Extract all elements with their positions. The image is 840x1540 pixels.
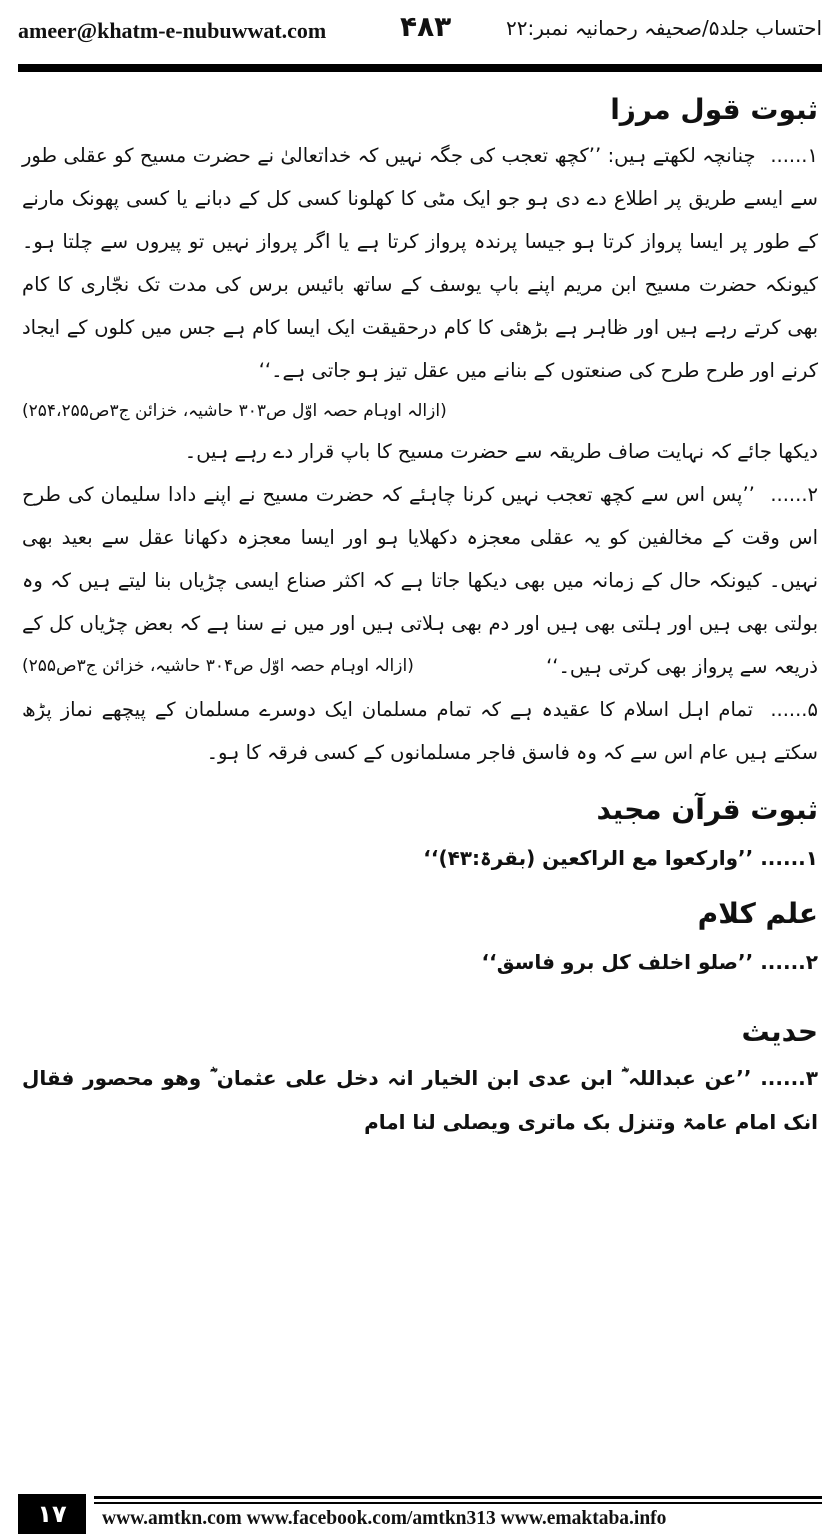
header-rule [18, 64, 822, 72]
heading-hadith: حدیث [741, 1015, 818, 1048]
header-page-number: ۴۸۳ [400, 10, 452, 43]
item-number: ۱...... [760, 846, 818, 870]
spacer [22, 774, 818, 778]
item-number: ۵...... [770, 698, 818, 721]
item-text: چنانچہ لکھتے ہیں: ’’کچھ تعجب کی جگہ نہیں کہ خداتعالیٰ نے حضرت مسیح کو عقلی طور سے ایسے طریق پر اطلاع دے دی ہو جو ایک مٹی کا کھلونا کسی کل کے دبانے یا کسی پھونک مارنے کے طور پر ایسا پرواز کرتا ہو جیسا پرندہ پرواز کرتا ہے یا اگر پرواز نہیں تو پیروں سے چلتا ہو۔ کیونکہ حضرت مسیح ابن مریم اپنے باپ یوسف کے ساتھ بائیس برس کی مدت تک نجّاری کا کام بھی کرتے رہے ہیں اور ظاہر ہے بڑھئی کا کام درحقیقت ایک ایسا کام ہے جس میں کلوں کے ایجاد کرنے اور طرح طرح کی صنعتوں کے بنانے میں عقل تیز ہو جاتی ہے۔‘‘ [22, 144, 818, 382]
reference-item-1: (ازالہ اوہام حصہ اوّل ص۳۰۳ حاشیہ، خزائن ج۳ص۲۵۴،۲۵۵) [22, 401, 447, 421]
quote-quran-1 [22, 834, 818, 882]
reference-item-2: (ازالہ اوہام حصہ اوّل ص۳۰۴ حاشیہ، خزائن ج۳ص۲۵۵) [22, 656, 414, 676]
paragraph-item-1 [22, 134, 818, 392]
page-footer [18, 1494, 822, 1534]
footer-links[interactable]: www.amtkn.com www.facebook.com/amtkn313 www.emaktaba.info [102, 1508, 667, 1529]
heading-kalam: علم کلام [697, 897, 818, 930]
footer-rule [94, 1502, 822, 1504]
item-number: ۱...... [770, 144, 818, 167]
paragraph-item-2 [22, 473, 818, 688]
paragraph-note: دیکھا جائے کہ نہایت صاف طریقہ سے حضرت مسیح کا باپ قرار دے رہے ہیں۔ [184, 440, 818, 463]
page-header [18, 10, 822, 66]
item-text: ’’پس اس سے کچھ تعجب نہیں کرنا چاہئے کہ حضرت مسیح نے اپنے دادا سلیمان کی طرح اس وقت کے مخالفین کو یہ عقلی معجزہ دکھلایا ہو اور ایسا معجزہ دکھانا عقل سے بعید بھی نہیں۔ کیونکہ حال کے زمانہ میں بھی دیکھا جاتا ہے کہ اکثر صناع ایسی چڑیاں بنا لیتے ہیں کہ وہ بولتی بھی ہیں اور ہلتی بھی ہیں اور دم بھی ہلاتی ہیں اور میں نے سنا ہے کہ بعض چڑیاں کل کے ذریعہ سے پرواز بھی کرتی ہیں۔‘‘ [22, 483, 818, 678]
hadith-item-3 [22, 1056, 818, 1144]
quote-text: ’’وارکعوا مع الراکعین (بقرۃ:۴۳)‘‘ [423, 846, 754, 870]
heading-quran: ثبوت قرآن مجید [596, 793, 818, 826]
quote-kalam-2 [22, 938, 818, 986]
item-text: تمام اہل اسلام کا عقیدہ ہے کہ تمام مسلمان ایک دوسرے مسلمان کے پیچھے نماز پڑھ سکتے ہیں عام اس سے کہ وہ فاسق فاجر مسلمانوں کے کسی فرقہ کا ہو۔ [22, 698, 818, 764]
hadith-text: ’’عن عبداللہ ؓ ابن عدی ابن الخیار انہ دخل علی عثمان ؓ وھو محصور فقال انک امام عامۃ وتنزل بک ماتری ویصلی لنا امام [22, 1066, 818, 1134]
footer-rule [94, 1496, 822, 1499]
footer-page-number: ۱۷ [18, 1494, 86, 1534]
item-number: ۲...... [770, 483, 819, 506]
item-number: ۳...... [760, 1066, 818, 1090]
header-email: ameer@khatm-e-nubuwwat.com [18, 18, 327, 43]
paragraph-item-5 [22, 688, 818, 774]
page-content [22, 78, 818, 1144]
heading-qaul-mirza: ثبوت قول مرزا [610, 93, 818, 126]
item-number: ۲...... [760, 950, 818, 974]
quote-text: ’’صلو اخلف کل برو فاسق‘‘ [481, 950, 754, 974]
header-title: احتساب جلد۵/صحیفہ رحمانیہ نمبر:۲۲ [506, 16, 822, 40]
spacer [22, 986, 818, 1000]
